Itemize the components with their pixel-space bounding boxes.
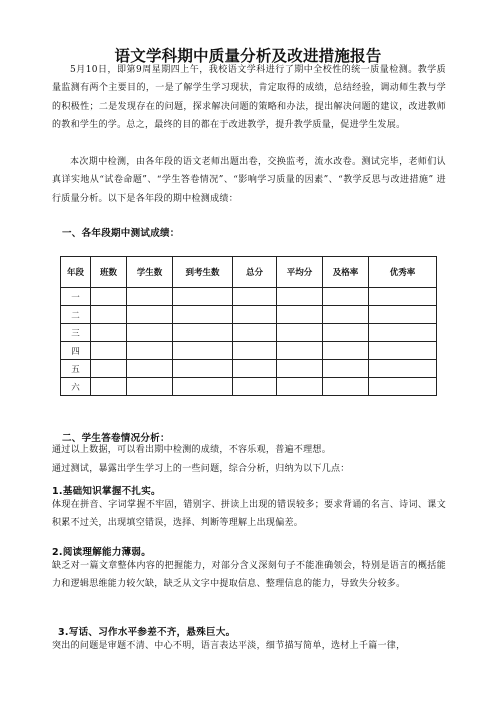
intro-paragraph-2: 本次期中检测，由各年段的语文老师出题出卷，交换监考，流水改卷。测试完毕，老师们认真详实地从“试卷命题”、“学生答卷情况”、“影响学习质量的因素”、“教学反思与改进措施” 进行质量分析。以下是各年段的期中检测成绩： [52, 157, 446, 204]
table-cell [323, 342, 369, 360]
table-cell [127, 378, 173, 396]
table-cell [277, 360, 323, 378]
column-header: 优秀率 [369, 257, 437, 288]
table-cell [173, 378, 233, 396]
column-header: 年段 [61, 257, 91, 288]
column-header: 班数 [91, 257, 127, 288]
table-cell [369, 378, 437, 396]
table-cell [323, 288, 369, 306]
table-row [61, 306, 437, 324]
section-heading-scores: 一、各年段期中测试成绩： [62, 228, 180, 239]
table-cell [277, 288, 323, 306]
table-cell [233, 324, 277, 342]
table-row [61, 378, 437, 396]
table-cell [173, 324, 233, 342]
table-row [61, 360, 437, 378]
section-heading-analysis: 二、学生答卷情况分析： [62, 433, 170, 444]
point-2-heading: 2.阅读理解能力薄弱。 [52, 547, 152, 558]
table-cell [233, 288, 277, 306]
scores-table [60, 256, 437, 396]
table-cell [127, 306, 173, 324]
table-cell [127, 360, 173, 378]
table-row [61, 324, 437, 342]
grade-cell: 三 [61, 324, 91, 342]
grade-cell: 一 [61, 288, 91, 306]
table-cell [323, 378, 369, 396]
point-2-text: 缺乏对一篇文章整体内容的把握能力，对部分含义深刻句子不能准确领会，特别是语言的概括能力和逻辑思维能力较欠缺，缺乏从文字中提取信息、整理信息的能力，导致失分较多。 [52, 561, 446, 590]
analysis-paragraph-2: 通过测试，暴露出学生学习上的一些问题，综合分析，归纳为以下几点： [52, 464, 350, 474]
grade-cell: 五 [61, 360, 91, 378]
table-cell [127, 288, 173, 306]
table-cell [369, 288, 437, 306]
column-header: 及格率 [323, 257, 369, 288]
table-cell [277, 342, 323, 360]
table-cell [91, 360, 127, 378]
table-header-row [61, 257, 437, 288]
grade-cell: 六 [61, 378, 91, 396]
column-header: 学生数 [127, 257, 173, 288]
table-cell [323, 360, 369, 378]
table-cell [369, 360, 437, 378]
grade-cell: 四 [61, 342, 91, 360]
table-cell [127, 342, 173, 360]
table-cell [277, 306, 323, 324]
table-cell [91, 288, 127, 306]
table-cell [173, 360, 233, 378]
table-cell [91, 342, 127, 360]
table-cell [173, 342, 233, 360]
column-header: 总分 [233, 257, 277, 288]
table-cell [277, 324, 323, 342]
table-cell [323, 306, 369, 324]
table-cell [323, 324, 369, 342]
analysis-paragraph-1: 通过以上数据，可以看出期中检测的成绩，不容乐观，普遍不理想。 [52, 445, 332, 455]
point-3-heading: 3.写话、习作水平参差不齐，悬殊巨大。 [58, 627, 236, 638]
table-cell [91, 378, 127, 396]
point-1-text: 体现在拼音、字词掌握不牢固，错别字、拼读上出现的错误较多；要求背诵的名言、诗词、课文积累不过关，出现填空错误，选择、判断等理解上出现偏差。 [52, 500, 446, 529]
column-header: 平均分 [277, 257, 323, 288]
table-cell [233, 360, 277, 378]
table-row [61, 342, 437, 360]
table-cell [173, 306, 233, 324]
table-cell [369, 342, 437, 360]
table-cell [277, 378, 323, 396]
report-title: 语文学科期中质量分析及改进措施报告 [114, 47, 382, 65]
table-cell [91, 306, 127, 324]
intro-paragraph-1: 5月10日，即第9周星期四上午，我校语文学科进行了期中全校性的统一质量检测。教学质量监测有两个主要目的，一是了解学生学习现状，肯定取得的成绩，总结经验，调动师生教与学的积极性；二是发现存在的问题，探求解决问题的策略和办法，提出解决问题的建议，改进教师的教和学生的学。总之，最终的目的都在于改进教学，提升教学质量，促进学生发展。 [52, 65, 446, 131]
table-cell [233, 306, 277, 324]
table-cell [91, 324, 127, 342]
table-cell [127, 324, 173, 342]
table-row [61, 288, 437, 306]
grade-cell: 二 [61, 306, 91, 324]
table-cell [369, 324, 437, 342]
table-cell [233, 342, 277, 360]
table-cell [233, 378, 277, 396]
point-3-text: 突出的问题是审题不清、中心不明，语言表达平淡，细节描写简单，选材上千篇一律， [52, 641, 406, 651]
table-cell [369, 306, 437, 324]
point-1-heading: 1.基础知识掌握不扎实。 [52, 486, 161, 497]
table-cell [173, 288, 233, 306]
column-header: 到考生数 [173, 257, 233, 288]
